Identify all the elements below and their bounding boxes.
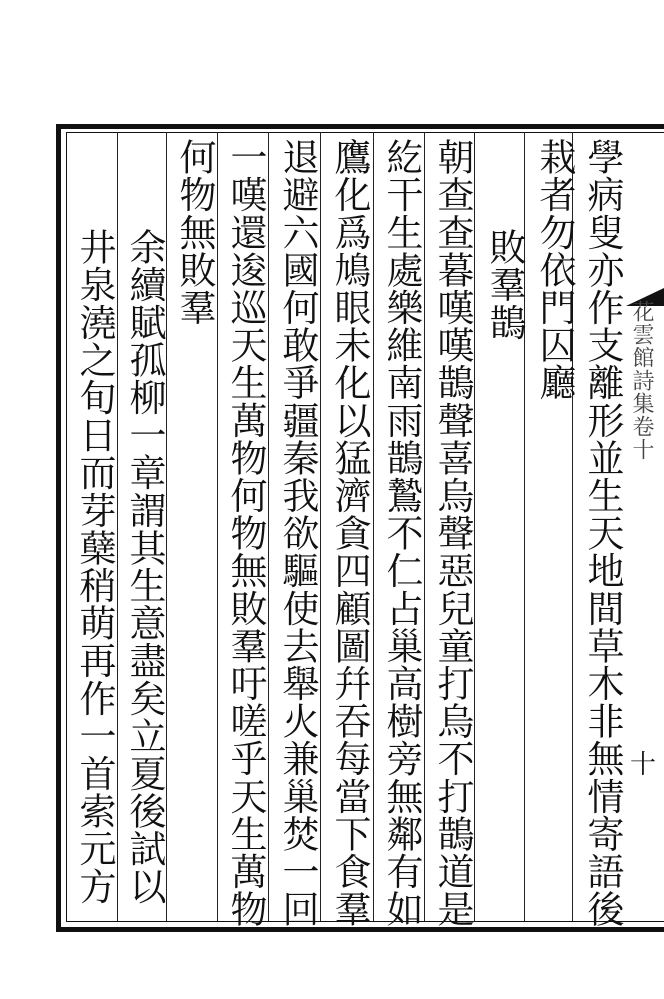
column-rule <box>424 132 425 921</box>
column-rule <box>373 132 374 921</box>
text-column-8: 一嘆還逡巡天生萬物何物無敗羣吁嗟乎天生萬物 <box>224 138 267 928</box>
text-column-4: 朝查查暮嘆嘆鵲聲喜烏聲惡兒童打烏不打鵲道是 <box>431 138 474 928</box>
column-rule <box>320 132 321 921</box>
text-column-9: 何物無敗羣 <box>173 138 216 326</box>
column-rule <box>268 132 269 921</box>
inner-border-left <box>66 132 67 921</box>
column-rule <box>474 132 475 921</box>
text-column-5: 紇干生處樂維南雨鵲鷙不仁占巢高樹旁無鄰有如 <box>380 138 423 928</box>
text-column-11: 井泉澆之旬日而芽蘖稍萌再作一首索元方 <box>73 228 116 905</box>
text-column-10: 余續賦孤柳一章謂其生意盡矣立夏後試以 <box>123 228 166 905</box>
poem-title: 敗羣鵲 <box>483 228 526 341</box>
column-rule <box>217 132 218 921</box>
column-rule <box>166 132 167 921</box>
text-column-2: 栽者勿依門囚廳 <box>533 138 576 402</box>
page-number: 十 <box>630 750 657 780</box>
inner-border-top <box>66 132 664 133</box>
fold-caption: 花雲館詩集卷十 <box>629 300 654 461</box>
text-column-1: 學病叟亦作支離形並生天地間草木非無情寄語後 <box>581 138 624 928</box>
text-column-6: 鷹化爲鳩眼未化以猛濟貪四顧圖幷吞每當下食羣 <box>328 138 371 928</box>
text-column-7: 退避六國何敢爭疆秦我欲驅使去舉火兼巢焚一回 <box>276 138 319 928</box>
column-rule <box>117 132 118 921</box>
